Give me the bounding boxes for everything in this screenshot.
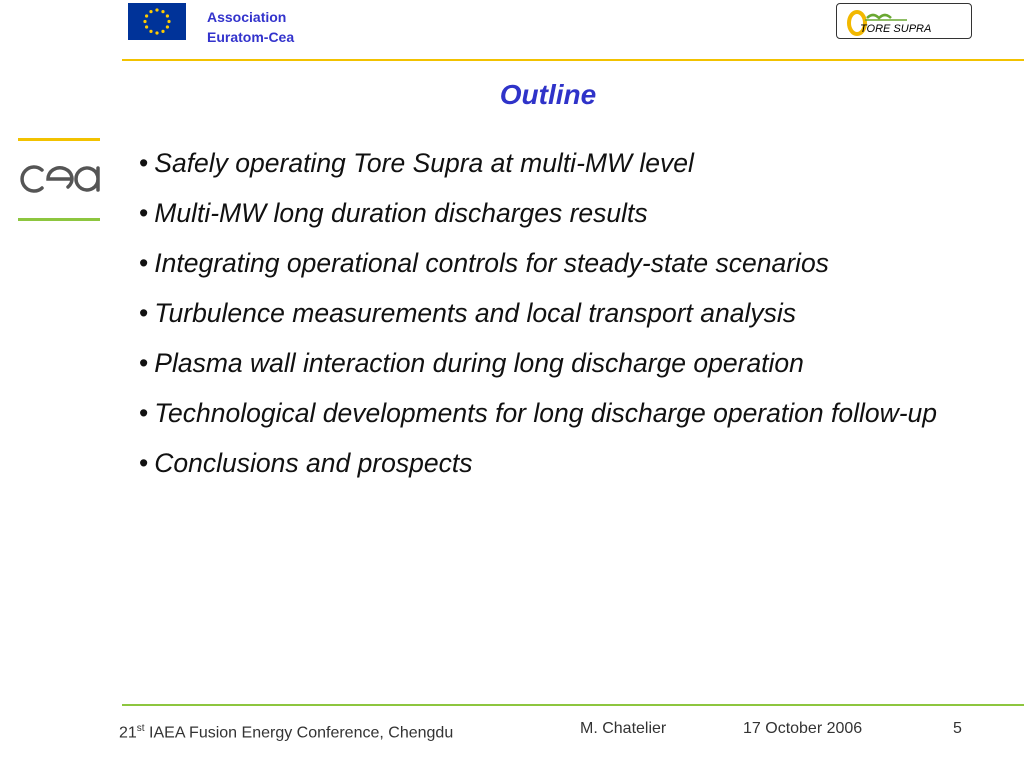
page-number: 5 — [953, 720, 962, 737]
cea-logo-icon — [18, 138, 102, 224]
conference-name: IAEA Fusion Energy Conference, Chengdu — [144, 724, 454, 742]
list-item-text: Safely operating Tore Supra at multi-MW level — [154, 148, 694, 178]
list-item-text: Multi-MW long duration discharges results — [154, 198, 648, 228]
slide-title: Outline — [499, 79, 597, 110]
cea-logo — [18, 138, 102, 224]
list-item-text: Turbulence measurements and local transport analysis — [154, 298, 797, 328]
conference-number: 21 — [119, 724, 137, 742]
eu-flag-logo — [128, 3, 186, 40]
list-item: • Integrating operational controls for steady-state scenarios — [139, 248, 829, 278]
list-item-text: Technological developments for long discharge operation follow-up — [154, 398, 938, 428]
list-item-text: Plasma wall interaction during long discharge operation — [154, 348, 804, 378]
association-line1: Association — [207, 9, 287, 25]
tore-supra-logo — [836, 3, 972, 39]
list-item-text: Conclusions and prospects — [154, 448, 473, 478]
list-item-text: Integrating operational controls for steady-state scenarios — [154, 248, 829, 278]
conference-suffix: st — [136, 723, 145, 734]
list-item: • Turbulence measurements and local transport analysis — [139, 298, 797, 328]
list-item: • Multi-MW long duration discharges results — [139, 198, 648, 228]
footer-conference — [119, 718, 453, 744]
list-item: • Conclusions and prospects — [139, 448, 473, 478]
association-line2: Euratom-Cea — [207, 29, 295, 45]
list-item: • Plasma wall interaction during long discharge operation — [139, 348, 804, 378]
tore-supra-label: TORE SUPRA — [860, 23, 932, 35]
association-label — [207, 7, 294, 47]
list-item: • Technological developments for long discharge operation follow-up — [139, 398, 938, 428]
list-item: • Safely operating Tore Supra at multi-MW level — [139, 148, 694, 178]
outline-list — [139, 143, 979, 493]
footer-author: M. Chatelier — [580, 720, 667, 737]
eu-stars-icon — [128, 3, 186, 40]
footer-divider — [122, 704, 1024, 706]
header-divider — [122, 59, 1024, 61]
footer-date: 17 October 2006 — [743, 720, 863, 737]
